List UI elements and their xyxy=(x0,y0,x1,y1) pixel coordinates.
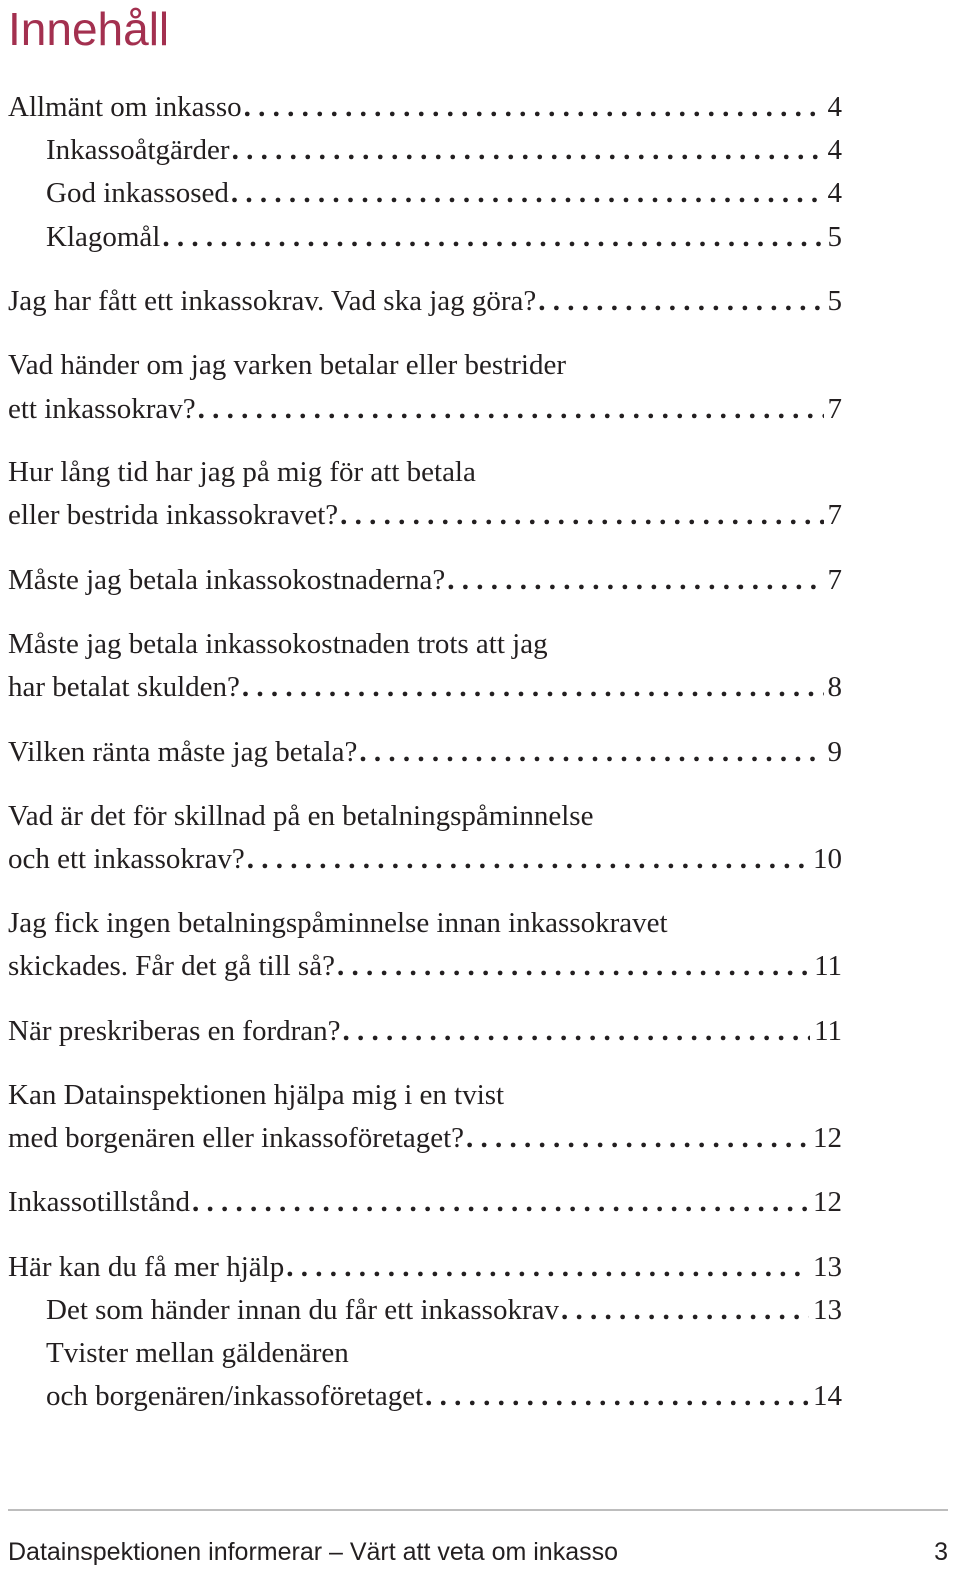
page-title: Innehåll xyxy=(8,3,170,55)
toc-entry-title: När preskriberas en fordran? xyxy=(8,1015,341,1047)
toc-page-number: 5 xyxy=(827,221,842,253)
footer-page-number: 3 xyxy=(934,1538,948,1566)
toc-dot-leader xyxy=(247,839,809,879)
toc-dot-leader xyxy=(343,1011,811,1051)
toc-dot-leader xyxy=(162,217,823,257)
toc-entry-title: Jag har fått ett inkassokrav. Vad ska jag göra? xyxy=(8,285,537,317)
toc-entry-klagomal[interactable] xyxy=(46,217,842,257)
toc-entry-tvist-datainspektionen[interactable] xyxy=(8,1118,842,1158)
toc-page-number: 11 xyxy=(814,950,842,982)
toc-entry-title-line1: Vad är det för skillnad på en betalningspåminnelse xyxy=(8,800,594,832)
toc-dot-leader xyxy=(538,281,823,321)
toc-entry-betalat-skulden[interactable] xyxy=(8,667,842,707)
toc-dot-leader xyxy=(231,173,824,213)
toc-entry-title-line1: Vad händer om jag varken betalar eller bestrider xyxy=(8,349,566,381)
toc-entry-varken-betalar[interactable] xyxy=(8,389,842,429)
toc-page-number: 11 xyxy=(814,1015,842,1047)
toc-entry-title: Inkassoåtgärder xyxy=(46,134,230,166)
toc-dot-leader xyxy=(466,1118,809,1158)
toc-entry-inkassotillstand[interactable] xyxy=(8,1182,842,1222)
toc-entry-title: Inkassotillstånd xyxy=(8,1186,191,1218)
toc-entry-hur-lang-tid[interactable] xyxy=(8,495,842,535)
toc-entry-inkassokostnaderna[interactable] xyxy=(8,560,842,600)
toc-page-number: 13 xyxy=(813,1251,842,1283)
toc-entry-title-line1: Måste jag betala inkassokostnaden trots att jag xyxy=(8,628,548,660)
toc-page-number: 14 xyxy=(813,1380,842,1412)
toc-entry-tvister-gäldenaren[interactable] xyxy=(46,1376,842,1416)
toc-entry-god-inkassosed[interactable] xyxy=(46,173,842,213)
toc-entry-title: Här kan du få mer hjälp xyxy=(8,1251,285,1283)
toc-entry-allmant-om-inkasso[interactable] xyxy=(8,87,842,127)
toc-page-number: 4 xyxy=(827,177,842,209)
toc-entry-title: med borgenären eller inkassoföretaget? xyxy=(8,1122,465,1154)
toc-dot-leader xyxy=(198,389,824,429)
toc-page-number: 7 xyxy=(827,564,842,596)
toc-entry-title-line1: Tvister mellan gäldenären xyxy=(46,1337,349,1369)
toc-entry-title: ett inkassokrav? xyxy=(8,393,196,425)
toc-entry-title-line1: Hur lång tid har jag på mig för att betala xyxy=(8,456,476,488)
toc-entry-skillnad-paminnelse[interactable] xyxy=(8,839,842,879)
toc-entry-title: Allmänt om inkasso xyxy=(8,91,242,123)
toc-entry-title: Vilken ränta måste jag betala? xyxy=(8,736,358,768)
toc-dot-leader xyxy=(337,946,810,986)
toc-entry-title: Klagomål xyxy=(46,221,161,253)
toc-entry-title: och ett inkassokrav? xyxy=(8,843,245,875)
toc-dot-leader xyxy=(192,1182,809,1222)
toc-page-number: 12 xyxy=(813,1186,842,1218)
toc-page-number: 4 xyxy=(827,91,842,123)
toc-page-number: 4 xyxy=(827,134,842,166)
toc-entry-mer-hjalp[interactable] xyxy=(8,1247,842,1287)
toc-dot-leader xyxy=(242,667,824,707)
toc-page-number: 7 xyxy=(827,499,842,531)
footer-divider xyxy=(8,1509,948,1511)
toc-dot-leader xyxy=(425,1376,809,1416)
toc-dot-leader xyxy=(447,560,823,600)
toc-dot-leader xyxy=(359,732,823,772)
toc-entry-title: har betalat skulden? xyxy=(8,671,240,703)
toc-entry-title: skickades. Får det gå till så? xyxy=(8,950,335,982)
toc-entry-title: och borgenären/inkassoföretaget xyxy=(46,1380,424,1412)
toc-entry-title-line1: Kan Datainspektionen hjälpa mig i en tvist xyxy=(8,1079,505,1111)
toc-dot-leader xyxy=(286,1247,809,1287)
toc-page-number: 9 xyxy=(827,736,842,768)
toc-entry-vilken-ranta[interactable] xyxy=(8,732,842,772)
footer-title: Datainspektionen informerar – Värt att veta om inkasso xyxy=(8,1538,619,1566)
toc-entry-inkassoatgarder[interactable] xyxy=(46,130,842,170)
toc-dot-leader xyxy=(232,130,824,170)
toc-entry-preskriberas[interactable] xyxy=(8,1011,842,1051)
toc-entry-title: Måste jag betala inkassokostnaderna? xyxy=(8,564,446,596)
toc-entry-fatt-inkassokrav[interactable] xyxy=(8,281,842,321)
toc-entry-innan-inkassokrav[interactable] xyxy=(46,1290,842,1330)
toc-entry-title-line1: Jag fick ingen betalningspåminnelse innan inkassokravet xyxy=(8,907,668,939)
toc-dot-leader xyxy=(340,495,823,535)
toc-page-number: 7 xyxy=(827,393,842,425)
toc-dot-leader xyxy=(244,87,824,127)
toc-page-number: 5 xyxy=(827,285,842,317)
toc-page-number: 13 xyxy=(813,1294,842,1326)
toc-page-number: 8 xyxy=(827,671,842,703)
toc-page-number: 12 xyxy=(813,1122,842,1154)
toc-entry-ingen-paminnelse[interactable] xyxy=(8,946,842,986)
toc-entry-title: God inkassosed xyxy=(46,177,229,209)
toc-dot-leader xyxy=(561,1290,809,1330)
toc-entry-title: eller bestrida inkassokravet? xyxy=(8,499,339,531)
toc-page-number: 10 xyxy=(813,843,842,875)
toc-entry-title: Det som händer innan du får ett inkassokrav xyxy=(46,1294,559,1326)
